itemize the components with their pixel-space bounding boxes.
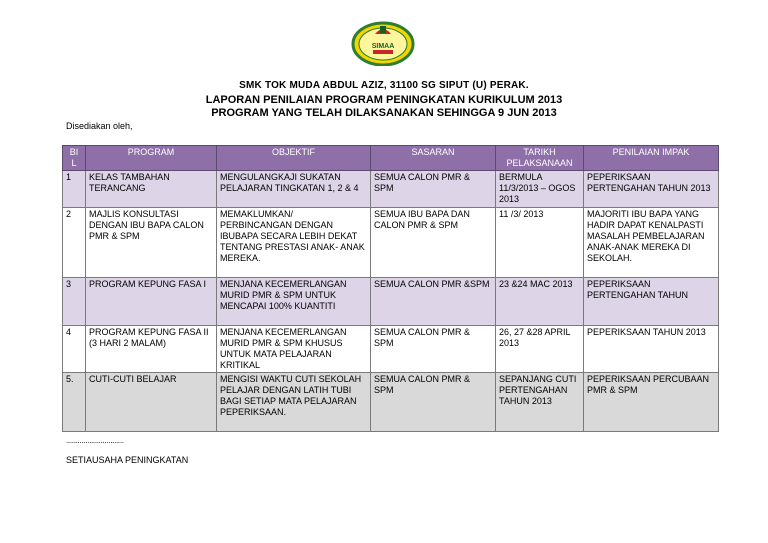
cell-objektif: MENJANA KECEMERLANGAN MURID PMR & SPM UNTUK MENCAPAI 100% KUANTITI [217,278,371,326]
cell-bil: 2 [63,208,86,278]
col-tarikh: TARIKH PELAKSANAAN [496,146,584,171]
crest-emblem-text: SIMAA [371,43,395,50]
cell-impak: PEPERIKSAAN PERTENGAHAN TAHUN 2013 [584,171,719,208]
table-row [63,208,719,278]
col-sasaran: SASARAN [371,146,496,171]
cell-bil: 3 [63,278,86,326]
cell-tarikh: 11 /3/ 2013 [496,208,584,278]
cell-sasaran: SEMUA IBU BAPA DAN CALON PMR & SPM [371,208,496,278]
col-objektif: OBJEKTIF [217,146,371,171]
cell-sasaran: SEMUA CALON PMR & SPM [371,171,496,208]
cell-program: KELAS TAMBAHAN TERANCANG [86,171,217,208]
cell-bil: 1 [63,171,86,208]
table-row [63,373,719,432]
table-row [63,326,719,373]
cell-bil: 5. [63,373,86,432]
cell-tarikh: 23 &24 MAC 2013 [496,278,584,326]
table-row [63,171,719,208]
cell-bil: 4 [63,326,86,373]
cell-objektif: MENGISI WAKTU CUTI SEKOLAH PELAJAR DENGAN LATIH TUBI BAGI SETIAP MATA PELAJARAN PEPERIKSAAN. [217,373,371,432]
cell-impak: PEPERIKSAAN PERTENGAHAN TAHUN [584,278,719,326]
cell-sasaran: SEMUA CALON PMR & SPM [371,326,496,373]
cell-impak: PEPERIKSAAN TAHUN 2013 [584,326,719,373]
cell-program: CUTI-CUTI BELAJAR [86,373,217,432]
cell-program: MAJLIS KONSULTASI DENGAN IBU BAPA CALON PMR & SPM [86,208,217,278]
cell-impak: PEPERIKSAAN PERCUBAAN PMR & SPM [584,373,719,432]
prepared-by-label: Disediakan oleh, [66,121,133,131]
cell-objektif: MENGULANGKAJI SUKATAN PELAJARAN TINGKATAN 1, 2 & 4 [217,171,371,208]
report-subtitle: PROGRAM YANG TELAH DILAKSANAKAN SEHINGGA 9 JUN 2013 [211,107,557,119]
table-header-row [63,146,719,171]
cell-objektif: MEMAKLUMKAN/ PERBINCANGAN DENGAN IBUBAPA SECARA LEBIH DEKAT TENTANG PRESTASI ANAK- ANAK MEREKA. [217,208,371,278]
school-address-heading: SMK TOK MUDA ABDUL AZIZ, 31100 SG SIPUT (U) PERAK. [239,80,529,91]
report-title: LAPORAN PENILAIAN PROGRAM PENINGKATAN KURIKULUM 2013 [205,94,563,106]
cell-tarikh: SEPANJANG CUTI PERTENGAHAN TAHUN 2013 [496,373,584,432]
table-row [63,278,719,326]
cell-tarikh: 26, 27 &28 APRIL 2013 [496,326,584,373]
cell-tarikh: BERMULA 11/3/2013 – OGOS 2013 [496,171,584,208]
cell-sasaran: SEMUA CALON PMR & SPM [371,373,496,432]
signature-line: .............................. [66,436,124,445]
cell-program: PROGRAM KEPUNG FASA II (3 HARI 2 MALAM) [86,326,217,373]
cell-objektif: MENJANA KECEMERLANGAN MURID PMR & SPM KHUSUS UNTUK MATA PELAJARAN KRITIKAL [217,326,371,373]
program-evaluation-table [62,145,719,432]
cell-impak: MAJORITI IBU BAPA YANG HADIR DAPAT KENALPASTI MASALAH PEMBELAJARAN ANAK-ANAK MEREKA DI SEKOLAH. [584,208,719,278]
cell-program: PROGRAM KEPUNG FASA I [86,278,217,326]
col-bil: BI L [63,146,86,171]
cell-sasaran: SEMUA CALON PMR &SPM [371,278,496,326]
col-penilaian-impak: PENILAIAN IMPAK [584,146,719,171]
school-crest-logo [351,18,415,66]
signatory-title: SETIAUSAHA PENINGKATAN [66,455,189,465]
col-program: PROGRAM [86,146,217,171]
